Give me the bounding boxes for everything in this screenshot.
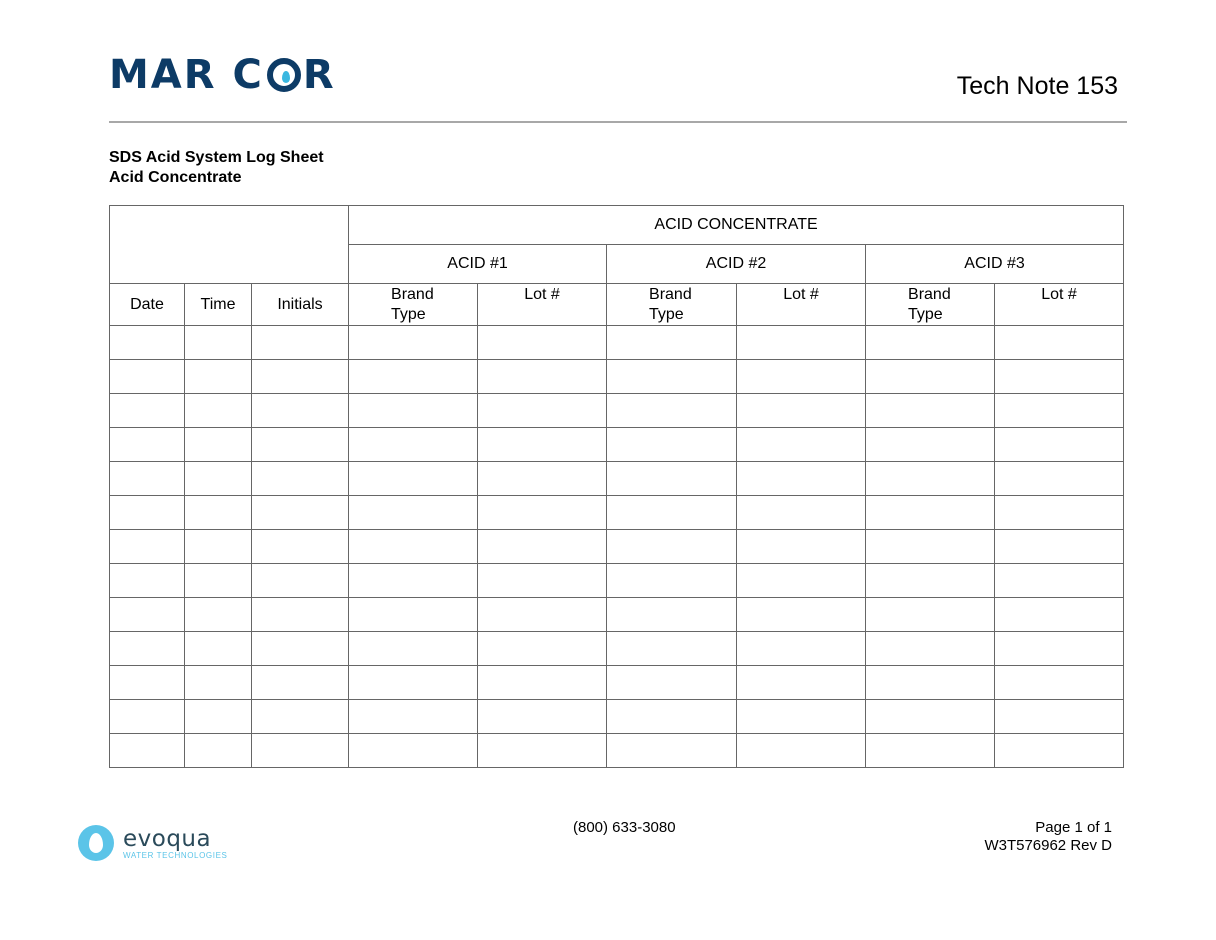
table-row [110, 394, 1124, 428]
log-cell[interactable] [185, 734, 252, 768]
type-label: Type [649, 306, 684, 323]
log-cell[interactable] [478, 428, 607, 462]
log-cell[interactable] [110, 360, 185, 394]
log-cell[interactable] [252, 496, 349, 530]
log-cell[interactable] [252, 428, 349, 462]
table-row [110, 428, 1124, 462]
log-cell[interactable] [110, 700, 185, 734]
log-cell[interactable] [995, 462, 1124, 496]
table-row [110, 598, 1124, 632]
log-cell[interactable] [110, 394, 185, 428]
document-title: SDS Acid System Log Sheet [109, 149, 324, 166]
log-cell[interactable] [737, 326, 866, 360]
log-cell[interactable] [478, 360, 607, 394]
log-cell[interactable] [185, 326, 252, 360]
log-cell[interactable] [252, 394, 349, 428]
log-cell[interactable] [866, 666, 995, 700]
phone-number: (800) 633-3080 [573, 819, 676, 836]
document-number: W3T576962 Rev D [984, 837, 1112, 854]
log-cell[interactable] [185, 462, 252, 496]
acid-log-table [109, 205, 1124, 768]
log-cell[interactable] [110, 666, 185, 700]
table-row [110, 666, 1124, 700]
acid-1-brand-type-header [349, 284, 478, 326]
log-cell[interactable] [110, 530, 185, 564]
initials-column-header: Initials [252, 284, 349, 326]
log-cell[interactable] [349, 530, 478, 564]
log-cell[interactable] [995, 530, 1124, 564]
log-cell[interactable] [478, 632, 607, 666]
log-cell[interactable] [185, 394, 252, 428]
log-cell[interactable] [185, 428, 252, 462]
table-row [110, 632, 1124, 666]
log-cell[interactable] [607, 530, 737, 564]
log-cell[interactable] [349, 394, 478, 428]
logo-text-right: R [302, 52, 336, 98]
acid-concentrate-header: ACID CONCENTRATE [349, 206, 1124, 245]
log-cell[interactable] [995, 326, 1124, 360]
log-cell[interactable] [866, 530, 995, 564]
log-cell[interactable] [866, 394, 995, 428]
log-cell[interactable] [478, 326, 607, 360]
log-cell[interactable] [478, 496, 607, 530]
log-cell[interactable] [866, 564, 995, 598]
type-label: Type [391, 306, 426, 323]
acid-3-lot-header: Lot # [995, 284, 1124, 326]
log-cell[interactable] [349, 700, 478, 734]
log-cell[interactable] [737, 496, 866, 530]
log-cell[interactable] [478, 394, 607, 428]
log-cell[interactable] [607, 734, 737, 768]
log-cell[interactable] [185, 666, 252, 700]
log-cell[interactable] [995, 496, 1124, 530]
log-cell[interactable] [252, 360, 349, 394]
log-cell[interactable] [478, 564, 607, 598]
log-cell[interactable] [737, 700, 866, 734]
acid-1-lot-header: Lot # [478, 284, 607, 326]
log-cell[interactable] [995, 394, 1124, 428]
log-cell[interactable] [185, 632, 252, 666]
table-row [110, 564, 1124, 598]
evoqua-drop-icon [78, 825, 114, 861]
log-cell[interactable] [607, 598, 737, 632]
log-cell[interactable] [995, 632, 1124, 666]
log-cell[interactable] [349, 666, 478, 700]
page-info [984, 819, 1112, 855]
log-cell[interactable] [110, 496, 185, 530]
log-cell[interactable] [607, 326, 737, 360]
acid-3-header: ACID #3 [866, 245, 1124, 284]
log-cell[interactable] [607, 394, 737, 428]
log-cell[interactable] [866, 598, 995, 632]
log-cell[interactable] [252, 462, 349, 496]
log-cell[interactable] [349, 734, 478, 768]
log-cell[interactable] [866, 462, 995, 496]
log-cell[interactable] [737, 394, 866, 428]
log-cell[interactable] [110, 734, 185, 768]
header-divider [109, 121, 1127, 123]
log-cell[interactable] [737, 598, 866, 632]
log-cell[interactable] [252, 632, 349, 666]
log-cell[interactable] [110, 326, 185, 360]
log-cell[interactable] [252, 734, 349, 768]
log-cell[interactable] [349, 462, 478, 496]
log-cell[interactable] [478, 700, 607, 734]
log-cell[interactable] [866, 326, 995, 360]
table-row [110, 462, 1124, 496]
document-title-block [109, 148, 324, 188]
log-cell[interactable] [349, 564, 478, 598]
blank-header-cell [110, 206, 349, 284]
log-cell[interactable] [737, 428, 866, 462]
table-row [110, 360, 1124, 394]
log-cell[interactable] [252, 564, 349, 598]
log-cell[interactable] [349, 428, 478, 462]
log-cell[interactable] [866, 700, 995, 734]
log-cell[interactable] [349, 360, 478, 394]
log-cell[interactable] [737, 564, 866, 598]
brand-label: Brand [391, 286, 434, 303]
acid-2-header: ACID #2 [607, 245, 866, 284]
log-cell[interactable] [607, 496, 737, 530]
log-cell[interactable] [737, 734, 866, 768]
log-cell[interactable] [995, 428, 1124, 462]
water-drop-icon [267, 58, 301, 92]
log-cell[interactable] [349, 496, 478, 530]
log-cell[interactable] [478, 462, 607, 496]
log-entries [110, 326, 1124, 768]
log-cell[interactable] [252, 530, 349, 564]
document-subtitle: Acid Concentrate [109, 169, 242, 186]
log-cell[interactable] [185, 564, 252, 598]
log-cell[interactable] [995, 666, 1124, 700]
log-cell[interactable] [866, 428, 995, 462]
log-cell[interactable] [349, 632, 478, 666]
log-cell[interactable] [737, 666, 866, 700]
log-cell[interactable] [478, 598, 607, 632]
log-cell[interactable] [252, 700, 349, 734]
log-cell[interactable] [607, 462, 737, 496]
log-cell[interactable] [866, 734, 995, 768]
log-cell[interactable] [737, 360, 866, 394]
log-cell[interactable] [737, 462, 866, 496]
log-cell[interactable] [478, 530, 607, 564]
log-cell[interactable] [252, 598, 349, 632]
acid-3-brand-type-header [866, 284, 995, 326]
page-number: Page 1 of 1 [1035, 819, 1112, 836]
table-row [110, 734, 1124, 768]
brand-label: Brand [649, 286, 692, 303]
log-cell[interactable] [607, 564, 737, 598]
log-cell[interactable] [866, 360, 995, 394]
acid-2-brand-type-header [607, 284, 737, 326]
time-column-header: Time [185, 284, 252, 326]
log-cell[interactable] [349, 326, 478, 360]
log-cell[interactable] [110, 462, 185, 496]
acid-2-lot-header: Lot # [737, 284, 866, 326]
log-cell[interactable] [995, 598, 1124, 632]
log-cell[interactable] [607, 666, 737, 700]
table-row [110, 530, 1124, 564]
evoqua-brand: evoqua [123, 825, 212, 852]
tech-note-label: Tech Note 153 [956, 72, 1118, 100]
type-label: Type [908, 306, 943, 323]
log-cell[interactable] [110, 428, 185, 462]
log-cell[interactable] [995, 734, 1124, 768]
log-cell[interactable] [737, 632, 866, 666]
log-cell[interactable] [110, 564, 185, 598]
log-cell[interactable] [185, 360, 252, 394]
log-cell[interactable] [995, 360, 1124, 394]
log-cell[interactable] [185, 530, 252, 564]
log-cell[interactable] [185, 700, 252, 734]
log-cell[interactable] [185, 496, 252, 530]
log-cell[interactable] [607, 428, 737, 462]
evoqua-logo [78, 825, 227, 861]
acid-1-header: ACID #1 [349, 245, 607, 284]
log-cell[interactable] [110, 598, 185, 632]
date-column-header: Date [110, 284, 185, 326]
log-cell[interactable] [866, 496, 995, 530]
log-cell[interactable] [995, 564, 1124, 598]
log-cell[interactable] [349, 598, 478, 632]
logo-text-left: MAR C [109, 52, 264, 98]
log-cell[interactable] [110, 632, 185, 666]
log-cell[interactable] [737, 530, 866, 564]
table-row [110, 326, 1124, 360]
table-row [110, 496, 1124, 530]
log-cell[interactable] [995, 700, 1124, 734]
log-cell[interactable] [607, 700, 737, 734]
table-row [110, 700, 1124, 734]
log-cell[interactable] [252, 326, 349, 360]
evoqua-tagline: WATER TECHNOLOGIES [123, 850, 228, 860]
mar-cor-logo [109, 54, 336, 96]
log-cell[interactable] [478, 734, 607, 768]
brand-label: Brand [908, 286, 951, 303]
log-cell[interactable] [607, 632, 737, 666]
log-cell[interactable] [478, 666, 607, 700]
log-cell[interactable] [607, 360, 737, 394]
log-cell[interactable] [866, 632, 995, 666]
log-cell[interactable] [185, 598, 252, 632]
log-cell[interactable] [252, 666, 349, 700]
